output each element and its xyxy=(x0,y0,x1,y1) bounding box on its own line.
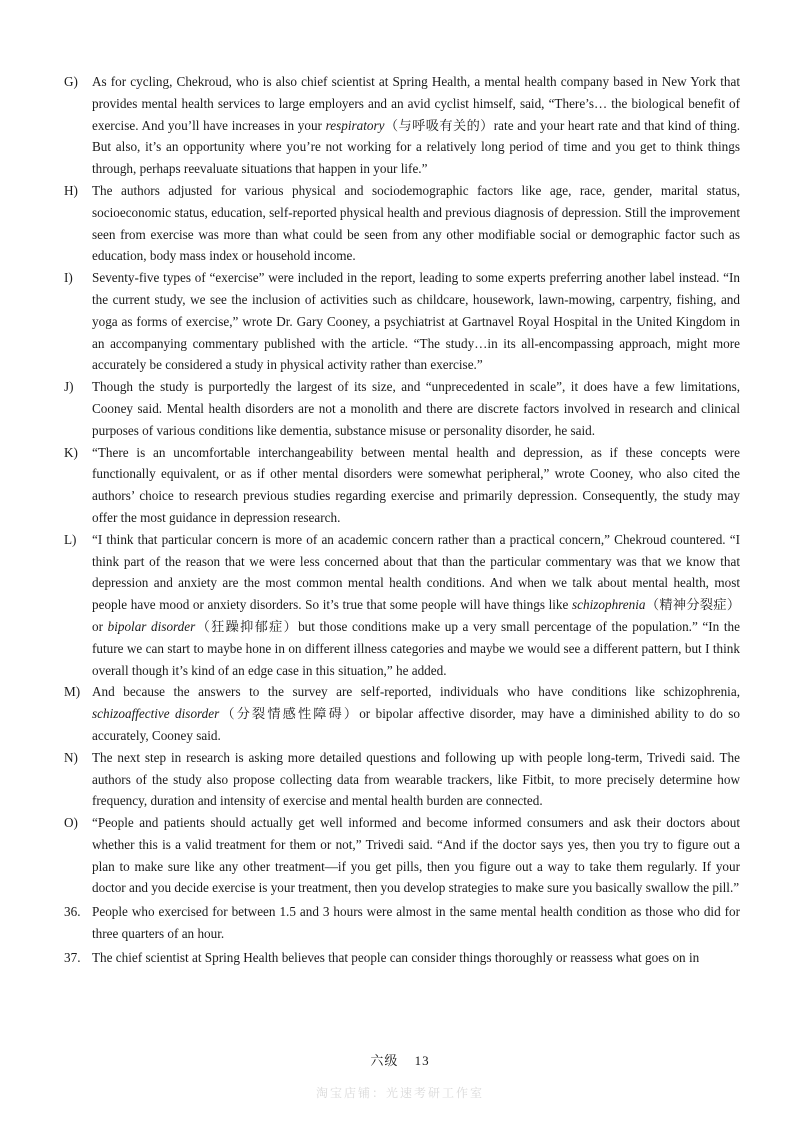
page-footer xyxy=(0,1050,800,1069)
paragraph-l xyxy=(64,529,740,682)
paragraph-h xyxy=(64,180,740,267)
question-item xyxy=(64,901,740,945)
italic-term: respiratory xyxy=(325,117,385,133)
paragraph-text: The authors adjusted for various physical and sociodemographic factors like age, race, gender, marital status, socioeconomic status, education, self-reported physical health and previous diagnosis of depression. Still the improvement seen from exercise was more than what could be seen from any other modifiable social or demographic factor such as education, body mass index or household income. xyxy=(92,182,740,264)
paragraph-label: O) xyxy=(64,815,78,831)
question-item xyxy=(64,947,740,969)
question-text: The chief scientist at Spring Health believes that people can consider things thoroughly or reassess what goes on in xyxy=(92,949,700,965)
paragraph-text: （与呼吸有关的）rate and your heart rate and that kind of thing. But also, it’s an opportunity where you’re not working for a relatively long period of time and you get to think things through, perhaps reevaluate situations that happen in your life.” xyxy=(92,117,740,177)
paragraph-k xyxy=(64,442,740,529)
italic-term: bipolar disorder xyxy=(107,618,196,634)
paragraph-n xyxy=(64,747,740,812)
paragraph-label: M) xyxy=(64,684,81,700)
page-number: 13 xyxy=(414,1053,430,1068)
paragraph-text: （精神分裂症）or xyxy=(92,597,741,634)
paragraph-label: G) xyxy=(64,74,78,89)
question-number: 37. xyxy=(64,949,81,965)
paragraph-text: “There is an uncomfortable interchangeability between mental health and depression, as if these concepts were functionally equivalent, or as if other mental disorders were somewhat peripheral,” wrote Cooney, who also cited the authors’ choice to research previous studies regarding exercise and primarily depression. Consequently, the study may offer the most guidance in depression research. xyxy=(92,444,740,525)
paragraph-text: Though the study is purportedly the largest of its size, and “unprecedented in scale”, it does have a few limitations, Cooney said. Mental health disorders are not a monolith and there are discrete factors involved in research and clinical purposes of various conditions like dementia, substance misuse or personality disorder, he said. xyxy=(92,379,740,438)
paragraph-m xyxy=(64,681,740,746)
paragraph-label: K) xyxy=(64,444,78,460)
paragraph-text: Seventy-five types of “exercise” were included in the report, leading to some experts preferring another label instead. “In the current study, we see the inclusion of activities such as childcare, housework, lawn-mowing, carpentry, fishing, and yoga as forms of exercise,” wrote Dr. Gary Cooney, a psychiatrist at Gartnavel Royal Hospital in the United Kingdom in an accompanying commentary published with the article. “The study…in its all-encompassing approach, might more accurately be considered a study in physical activity rather than exercise.” xyxy=(92,270,740,373)
paragraph-i xyxy=(64,267,740,376)
paragraph-o xyxy=(64,812,740,899)
paragraph-text: The next step in research is asking more detailed questions and following up with people long-term, Trivedi said. The authors of the study also propose collecting data from wearable trackers, like Fitbit, to more precisely determine how frequency, duration and intensity of exercise and mental health burden are connected. xyxy=(92,749,740,809)
passage-content xyxy=(64,71,740,969)
paragraph-label: H) xyxy=(64,182,78,198)
paragraph-text: “I think that particular concern is more of an academic concern rather than a practical concern,” Chekroud countered. “I think part of the reason that we were less concerned about that than the particular commentary was that we know that depression and anxiety are the most common mental health conditions. And when we talk about mental health, most people have mood or anxiety disorders. So it’s true that some people will have things like xyxy=(92,531,740,613)
exam-level-label: 六级 xyxy=(370,1053,399,1068)
paragraph-j xyxy=(64,376,740,441)
italic-term: schizoaffective disorder xyxy=(92,706,220,722)
paragraph-text: （狂躁抑郁症）but those conditions make up a very small percentage of the population.” “In the future we can start to maybe hone in on different illness categories and maybe we would see a different pattern, but I think overall though it’s kind of an edge case in this situation,” he added. xyxy=(92,618,740,678)
paragraph-text: “People and patients should actually get well informed and become informed consumers and ask their doctors about whether this is a valid treatment for them or not,” Trivedi said. “And if the doctor says yes, then you try to figure out a plan to make sure like any other treatment—if you get pills, then you figure out a way to take them regularly. If your doctor and you decide exercise is your treatment, then you develop strategies to make sure you basically swallow the pill.” xyxy=(92,815,740,896)
paragraph-text: And because the answers to the survey are self-reported, individuals who have conditions like schizophrenia, xyxy=(92,684,740,700)
italic-term: schizophrenia xyxy=(572,597,646,613)
question-text: People who exercised for between 1.5 and 3 hours were almost in the same mental health condition as those who did for three quarters of an hour. xyxy=(92,904,740,942)
paragraph-label: L) xyxy=(64,531,77,547)
watermark: 淘宝店铺：光速考研工作室 xyxy=(315,1086,484,1100)
paragraph-label: I) xyxy=(64,270,73,286)
paragraph-text: （分裂情感性障碍）or bipolar affective disorder, may have a diminished ability to do so accurately, Cooney said. xyxy=(92,706,740,743)
question-number: 36. xyxy=(64,904,81,920)
paragraph-label: N) xyxy=(64,749,78,765)
paragraph-text: As for cycling, Chekroud, who is also chief scientist at Spring Health, a mental health company based in New York that provides mental health services to large employers and an avid cyclist himself, said, “There’s… the biological benefit of exercise. And you’ll have increases in your xyxy=(92,74,740,133)
paragraph-g xyxy=(64,71,740,180)
paragraph-label: J) xyxy=(64,379,74,395)
